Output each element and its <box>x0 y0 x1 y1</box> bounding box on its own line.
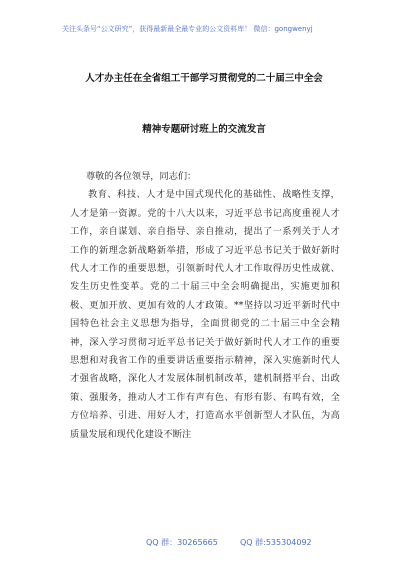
footer <box>0 537 408 549</box>
body-paragraph: 教育、科技、人才是中国式现代化的基础性、战略性支撑，人才是第一资源。党的十八大以来，习近平总书记高度重视人才工作，亲自谋划、亲自指导、亲自推动，提出了一系列关于人才工作的新理念新战略新举措，形成了习近平总书记关于做好新时代人才工作的重要思想，引领新时代人才工作取得历史性成就、发生历史性变革。党的二十届三中全会明确提出，实施更加积极、更加开放、更加有效的人才政策。**坚持以习近平新时代中国特色社会主义思想为指导，全面贯彻党的二十届三中全会精神，深入学习贯彻习近平总书记关于做好新时代人才工作的重要思想和对我省工作的重要讲话重要指示精神，深入实施新时代人才强省战略，深化人才发展体制机制改革，建机制搭平台、出政策、强服务，推动人才工作有声有色、有形有影、有鸣有效，全方位培养、引进、用好人才，打造高水平创新型人才队伍，为高质量发展和现代化建设不断注 <box>70 189 340 440</box>
header-banner: 关注头条号“公文研究”，获得最新最全最专业的公文资料库！ 微信：gongwenyj <box>62 25 313 33</box>
footer-qq-group-right: QQ 群:535304092 <box>240 538 312 547</box>
document-title-line1: 人才办主任在全省组工干部学习贯彻党的二十届三中全会 <box>85 73 323 84</box>
document-body <box>70 168 340 444</box>
document-title-line2: 精神专题研讨班上的交流发言 <box>142 124 266 135</box>
salutation: 尊敬的各位领导，同志们： <box>86 171 197 182</box>
footer-qq-group-left: QQ 群：30265665 <box>146 538 218 547</box>
